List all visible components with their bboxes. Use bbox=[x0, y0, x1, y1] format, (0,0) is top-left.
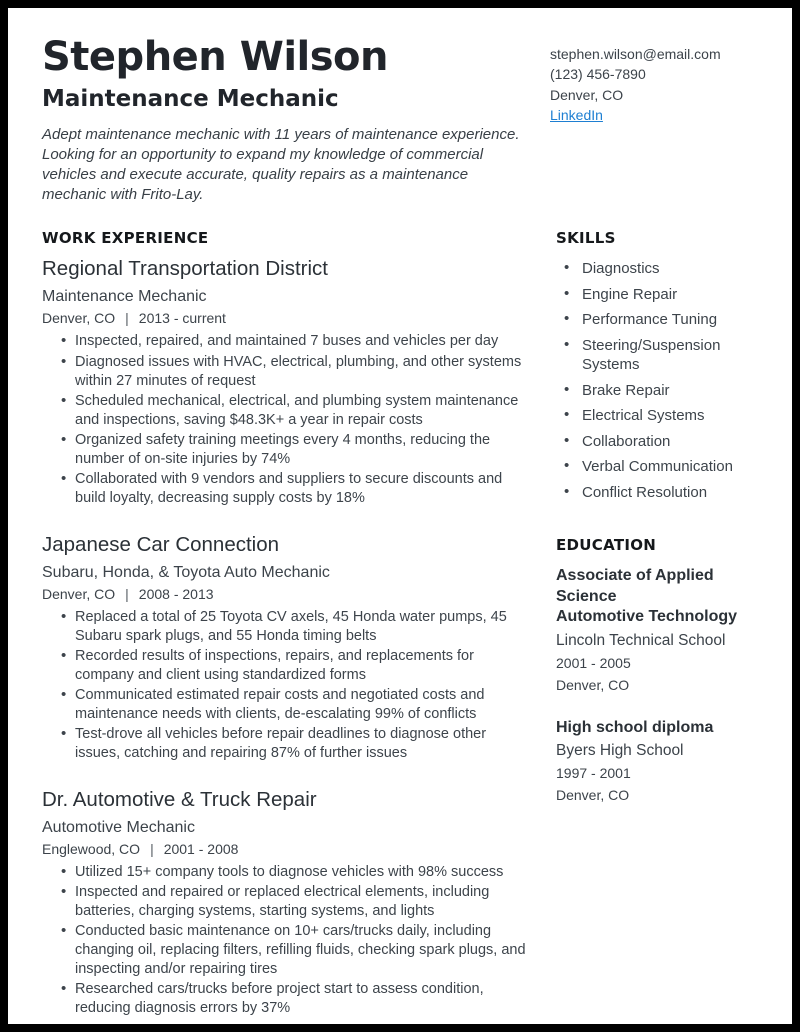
contact-phone: (123) 456-7890 bbox=[550, 66, 646, 83]
job-role: Subaru, Honda, & Toyota Auto Mechanic bbox=[42, 563, 330, 581]
header-left bbox=[42, 36, 526, 205]
job-company: Japanese Car Connection bbox=[42, 532, 280, 556]
resume-body bbox=[42, 229, 768, 1019]
job-role: Maintenance Mechanic bbox=[42, 288, 207, 306]
job-role: Automotive Mechanic bbox=[42, 818, 195, 836]
skill-item: • Electrical Systems bbox=[558, 406, 768, 426]
summary-text: Adept maintenance mechanic with 11 years of maintenance experience. Looking for an opportunity to expand my knowledge of commercial vehicles and execute accurate, quality repairs as a maintenance mechanic with Frito-Lay. bbox=[42, 126, 520, 204]
job-location: Denver, CO bbox=[42, 310, 116, 327]
job-bullet-list bbox=[61, 608, 528, 764]
skill-item: • Diagnostics bbox=[558, 259, 768, 279]
job-bullet: • Conducted basic maintenance on 10+ cars/trucks daily, including changing oil, replacing filters, refilling fluids, checking spark plugs, and inspecting and/or repairing tires bbox=[61, 922, 528, 979]
job-dates: 2001 - 2008 bbox=[163, 840, 239, 857]
resume-header bbox=[42, 36, 768, 205]
job-bullet: • Collaborated with 9 vendors and suppliers to secure discounts and build loyalty, decreasing supply costs by 18% bbox=[61, 470, 528, 508]
job-entry bbox=[42, 533, 528, 764]
education-section bbox=[556, 536, 768, 805]
skills-list bbox=[558, 259, 768, 502]
skill-item: • Performance Tuning bbox=[558, 310, 768, 330]
meta-separator: | bbox=[125, 585, 129, 602]
education-entry bbox=[556, 718, 768, 806]
job-bullet: • Replaced a total of 25 Toyota CV axels, 45 Honda water pumps, 45 Subaru spark plugs, and 55 Honda timing belts bbox=[61, 608, 528, 646]
skill-item: • Verbal Communication bbox=[558, 457, 768, 477]
contact-block bbox=[550, 36, 768, 205]
job-bullet: • Utilized 15+ company tools to diagnose vehicles with 98% success bbox=[61, 863, 528, 882]
degree-field: Automotive Technology bbox=[556, 608, 738, 626]
right-column bbox=[556, 229, 768, 1019]
skills-heading: SKILLS bbox=[556, 229, 616, 248]
linkedin-link[interactable]: LinkedIn bbox=[550, 106, 603, 123]
education-location: Denver, CO bbox=[556, 787, 630, 804]
job-bullet-list bbox=[61, 863, 528, 1019]
job-bullet: • Test-drove all vehicles before repair deadlines to diagnose other issues, catching and repairing 87% of further issues bbox=[61, 725, 528, 763]
skill-item: • Brake Repair bbox=[558, 381, 768, 401]
person-title: Maintenance Mechanic bbox=[42, 86, 339, 112]
job-bullet: • Inspected and repaired or replaced electrical elements, including batteries, charging systems, starting systems, and lights bbox=[61, 883, 528, 921]
job-bullet: • Researched cars/trucks before project start to assess condition, reducing diagnosis errors by 37% bbox=[61, 980, 528, 1018]
school-name: Byers High School bbox=[556, 741, 684, 759]
job-location: Denver, CO bbox=[42, 585, 116, 602]
skill-item: • Engine Repair bbox=[558, 285, 768, 305]
job-meta bbox=[42, 841, 528, 857]
job-bullet: • Scheduled mechanical, electrical, and plumbing system maintenance and inspections, saving $48.3K+ a year in repair costs bbox=[61, 392, 528, 430]
meta-separator: | bbox=[150, 840, 154, 857]
job-bullet-list bbox=[61, 332, 528, 508]
meta-separator: | bbox=[125, 310, 129, 327]
person-name: Stephen Wilson bbox=[42, 34, 389, 80]
job-dates: 2013 - current bbox=[138, 310, 226, 327]
school-name: Lincoln Technical School bbox=[556, 631, 726, 649]
job-bullet: • Communicated estimated repair costs and negotiated costs and maintenance needs with clients, de-escalating 99% of conflicts bbox=[61, 686, 528, 724]
education-dates: 2001 - 2005 bbox=[556, 654, 631, 671]
job-bullet: • Inspected, repaired, and maintained 7 buses and vehicles per day bbox=[61, 332, 528, 351]
contact-email: stephen.wilson@email.com bbox=[550, 46, 721, 62]
contact-location: Denver, CO bbox=[550, 86, 624, 103]
degree-name: Associate of Applied Science bbox=[556, 567, 714, 605]
job-bullet: • Recorded results of inspections, repairs, and replacements for company and client using standardized forms bbox=[61, 647, 528, 685]
skills-section bbox=[556, 229, 768, 502]
job-entry bbox=[42, 788, 528, 1019]
job-location: Englewood, CO bbox=[42, 840, 141, 857]
job-company: Regional Transportation District bbox=[42, 257, 328, 281]
skill-item: • Collaboration bbox=[558, 432, 768, 452]
education-heading: EDUCATION bbox=[556, 536, 657, 555]
job-meta bbox=[42, 586, 528, 602]
work-experience-heading: WORK EXPERIENCE bbox=[42, 229, 209, 248]
job-meta bbox=[42, 310, 528, 326]
education-location: Denver, CO bbox=[556, 677, 630, 694]
job-company: Dr. Automotive & Truck Repair bbox=[42, 787, 317, 811]
skill-item: • Conflict Resolution bbox=[558, 483, 768, 503]
job-bullet: • Organized safety training meetings every 4 months, reducing the number of on-site injuries by 74% bbox=[61, 431, 528, 469]
contact-linkedin-row bbox=[550, 105, 768, 125]
education-entry bbox=[556, 566, 768, 695]
job-entry bbox=[42, 257, 528, 508]
education-dates: 1997 - 2001 bbox=[556, 765, 631, 782]
job-dates: 2008 - 2013 bbox=[138, 585, 214, 602]
job-bullet: • Diagnosed issues with HVAC, electrical, plumbing, and other systems within 27 minutes of request bbox=[61, 353, 528, 391]
degree-name: High school diploma bbox=[556, 718, 714, 736]
work-experience-section bbox=[42, 229, 528, 1019]
skill-item: • Steering/Suspension Systems bbox=[558, 336, 768, 375]
